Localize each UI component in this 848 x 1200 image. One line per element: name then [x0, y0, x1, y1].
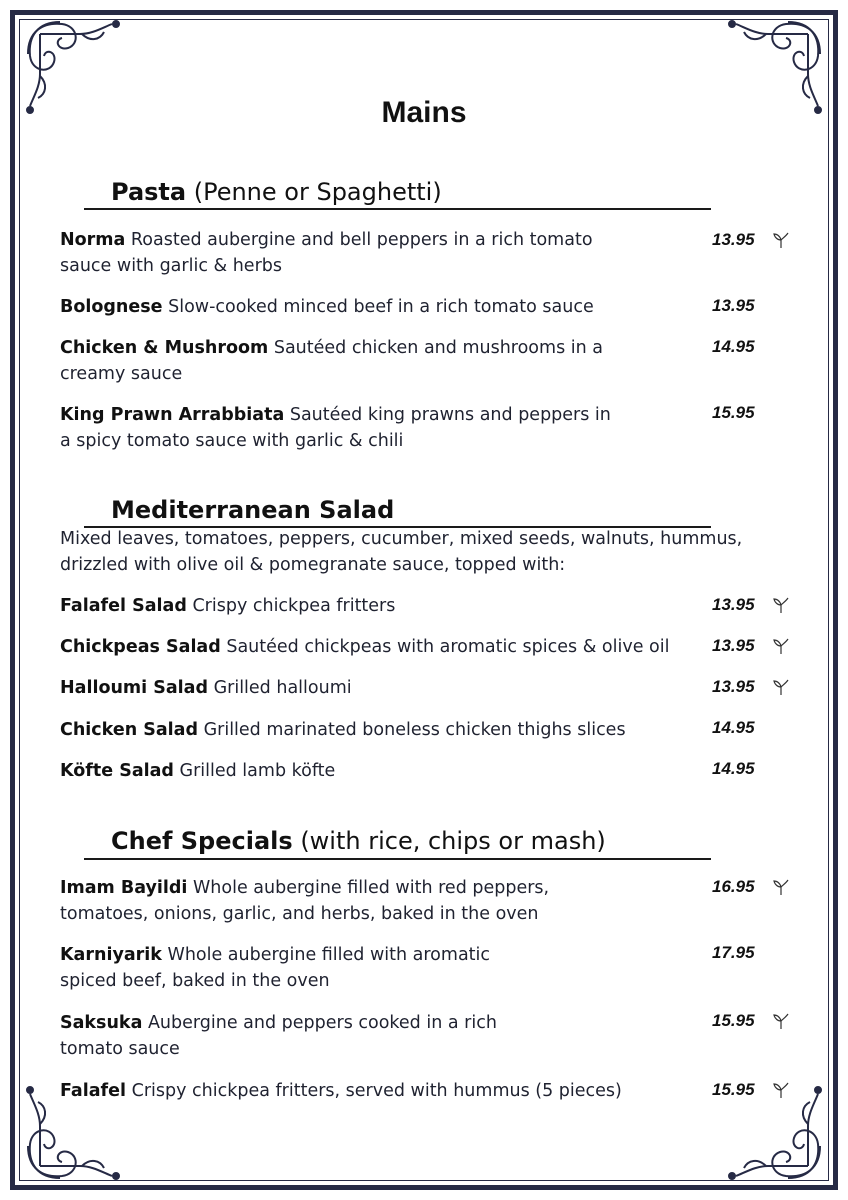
item-description: Sautéed king prawns and peppers in a spicy tomato sauce with garlic & chili — [60, 405, 611, 451]
section-divider — [84, 208, 711, 210]
menu-item — [60, 294, 620, 320]
item-price: 13.95 — [712, 677, 755, 696]
item-name: Chicken Salad — [60, 720, 199, 740]
item-name: Falafel — [60, 1081, 127, 1101]
item-description: Crispy chickpea fritters, served with hummus (5 pieces) — [126, 1081, 622, 1101]
item-name: Karniyarik — [60, 945, 162, 965]
menu-item — [60, 634, 700, 660]
menu-item — [60, 1078, 700, 1104]
item-description: Crispy chickpea fritters — [186, 596, 396, 616]
item-description: Grilled lamb köfte — [173, 761, 336, 781]
item-name: Chickpeas Salad — [60, 637, 221, 657]
menu-item — [60, 402, 620, 454]
menu-item — [60, 227, 620, 279]
section-heading-note: (Penne or Spaghetti) — [186, 178, 442, 206]
item-price: 15.95 — [712, 1080, 755, 1099]
menu-item — [60, 593, 620, 619]
item-description: Grilled marinated boneless chicken thighs slices — [198, 720, 626, 740]
item-price: 16.95 — [712, 877, 755, 896]
leaf-sprout-icon — [772, 231, 790, 249]
section-divider — [84, 858, 711, 860]
item-description: Sautéed chickpeas with aromatic spices & olive oil — [220, 637, 670, 657]
menu-item — [60, 335, 620, 387]
item-price: 13.95 — [712, 595, 755, 614]
leaf-sprout-icon — [772, 1012, 790, 1030]
item-price: 15.95 — [712, 403, 755, 422]
item-price: 14.95 — [712, 759, 755, 778]
item-name: Bolognese — [60, 297, 163, 317]
section-heading-pasta — [111, 178, 442, 206]
section-heading-chef-specials — [111, 827, 606, 855]
leaf-sprout-icon — [772, 596, 790, 614]
item-name: Chicken & Mushroom — [60, 338, 269, 358]
leaf-sprout-icon — [772, 678, 790, 696]
item-description: Grilled halloumi — [208, 678, 352, 698]
item-description: Roasted aubergine and bell peppers in a rich tomato sauce with garlic & herbs — [60, 230, 593, 276]
page-title: Mains — [381, 96, 467, 129]
menu-item — [60, 1010, 510, 1062]
section-heading-bold: Mediterranean Salad — [111, 496, 395, 524]
item-price: 13.95 — [712, 636, 755, 655]
menu-item — [60, 717, 700, 743]
item-description: Aubergine and peppers cooked in a rich tomato sauce — [60, 1013, 497, 1059]
item-name: King Prawn Arrabbiata — [60, 405, 285, 425]
item-name: Halloumi Salad — [60, 678, 209, 698]
item-description: Whole aubergine filled with red peppers, tomatoes, onions, garlic, and herbs, baked in the oven — [60, 878, 550, 924]
menu-item — [60, 942, 500, 994]
leaf-sprout-icon — [772, 878, 790, 896]
item-description: Whole aubergine filled with aromatic spiced beef, baked in the oven — [60, 945, 491, 991]
section-heading-salad — [111, 496, 394, 524]
section-heading-bold: Pasta — [111, 178, 187, 206]
item-name: Falafel Salad — [60, 596, 187, 616]
item-description: Sautéed chicken and mushrooms in a creamy sauce — [60, 338, 603, 384]
item-price: 14.95 — [712, 718, 755, 737]
menu-item — [60, 675, 620, 701]
section-intro: Mixed leaves, tomatoes, peppers, cucumber, mixed seeds, walnuts, hummus, drizzled with olive oil & pomegranate sauce, topped with: — [60, 529, 743, 575]
section-heading-bold: Chef Specials — [111, 827, 293, 855]
item-description: Slow-cooked minced beef in a rich tomato sauce — [162, 297, 594, 317]
section-heading-note: (with rice, chips or mash) — [292, 827, 606, 855]
item-price: 13.95 — [712, 230, 755, 249]
item-price: 17.95 — [712, 943, 755, 962]
menu-item — [60, 758, 620, 784]
item-name: Norma — [60, 230, 126, 250]
item-price: 13.95 — [712, 296, 755, 315]
item-name: Imam Bayildi — [60, 878, 188, 898]
leaf-sprout-icon — [772, 1081, 790, 1099]
menu-item — [60, 875, 560, 927]
item-name: Köfte Salad — [60, 761, 174, 781]
leaf-sprout-icon — [772, 637, 790, 655]
item-price: 14.95 — [712, 337, 755, 356]
item-price: 15.95 — [712, 1011, 755, 1030]
item-name: Saksuka — [60, 1013, 143, 1033]
